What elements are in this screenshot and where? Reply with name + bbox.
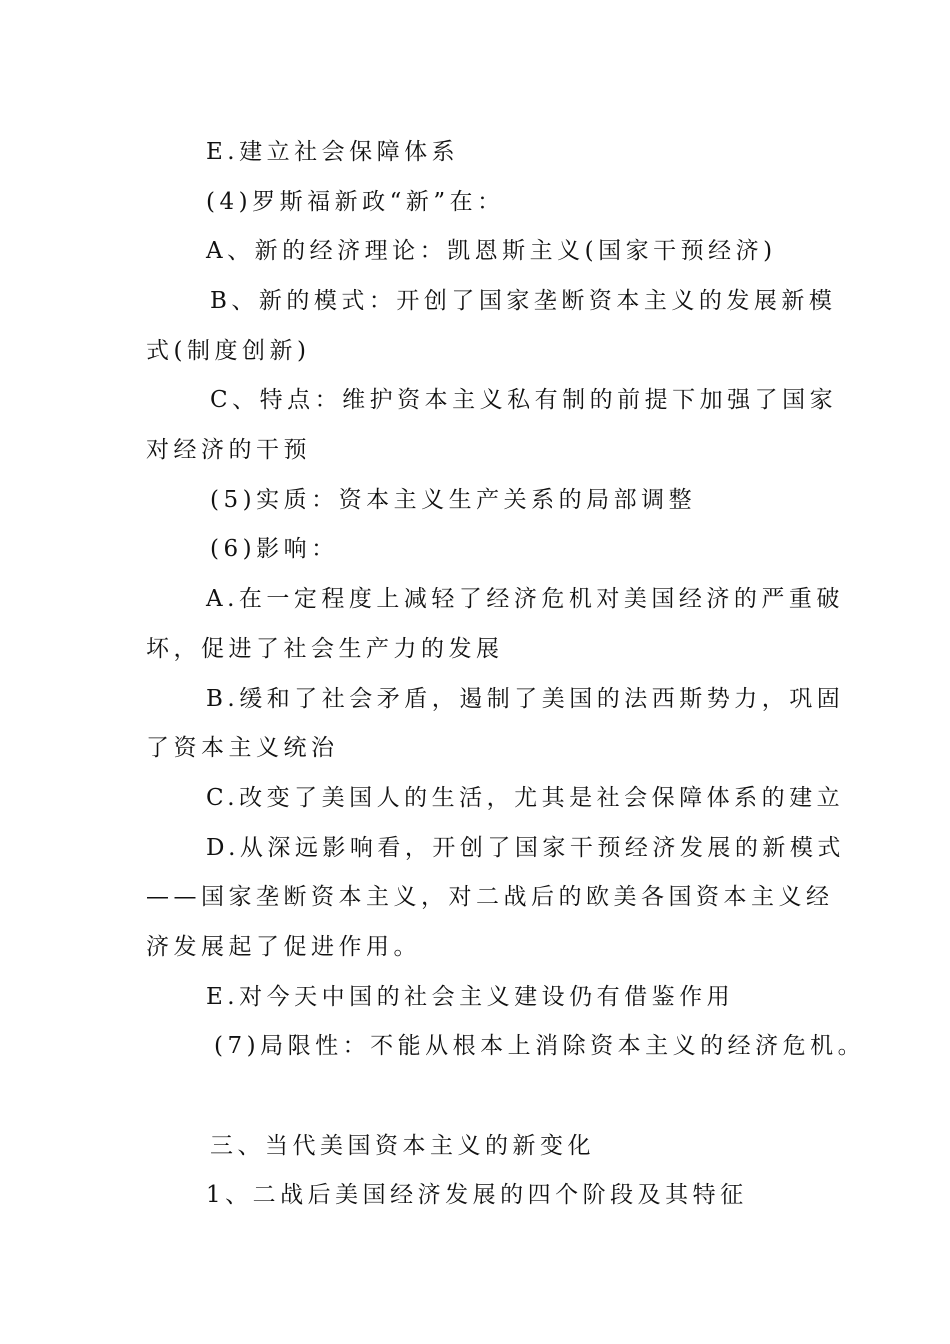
- text-line: 1、二战后美国经济发展的四个阶段及其特征: [206, 1182, 748, 1208]
- text-line: 坏，促进了社会生产力的发展: [146, 636, 504, 662]
- text-line: 式(制度创新): [146, 338, 311, 364]
- text-line: 对经济的干预: [146, 437, 311, 463]
- text-line: A.在一定程度上减轻了经济危机对美国经济的严重破: [206, 586, 844, 612]
- section-heading: 三、当代美国资本主义的新变化: [210, 1133, 595, 1159]
- text-line: 了资本主义统治: [146, 735, 339, 761]
- text-line: ——国家垄断资本主义，对二战后的欧美各国资本主义经: [146, 884, 834, 910]
- text-line: (4)罗斯福新政“新”在：: [206, 189, 505, 215]
- text-line: D.从深远影响看，开创了国家干预经济发展的新模式: [206, 835, 845, 861]
- text-line: E.建立社会保障体系: [206, 139, 460, 165]
- text-line: B.缓和了社会矛盾，遏制了美国的法西斯势力，巩固: [206, 686, 845, 712]
- text-line: (7)局限性：不能从根本上消除资本主义的经济危机。: [214, 1033, 866, 1059]
- text-line: 济发展起了促进作用。: [146, 934, 421, 960]
- text-line: (5)实质：资本主义生产关系的局部调整: [210, 487, 697, 513]
- text-line: E.对今天中国的社会主义建设仍有借鉴作用: [206, 984, 735, 1010]
- text-line: C、特点：维护资本主义私有制的前提下加强了国家: [210, 387, 838, 413]
- text-line: A、新的经济理论：凯恩斯主义(国家干预经济): [206, 238, 777, 264]
- text-line: (6)影响：: [210, 536, 339, 562]
- text-line: B、新的模式：开创了国家垄断资本主义的发展新模: [210, 288, 837, 314]
- text-line: C.改变了美国人的生活，尤其是社会保障体系的建立: [206, 785, 845, 811]
